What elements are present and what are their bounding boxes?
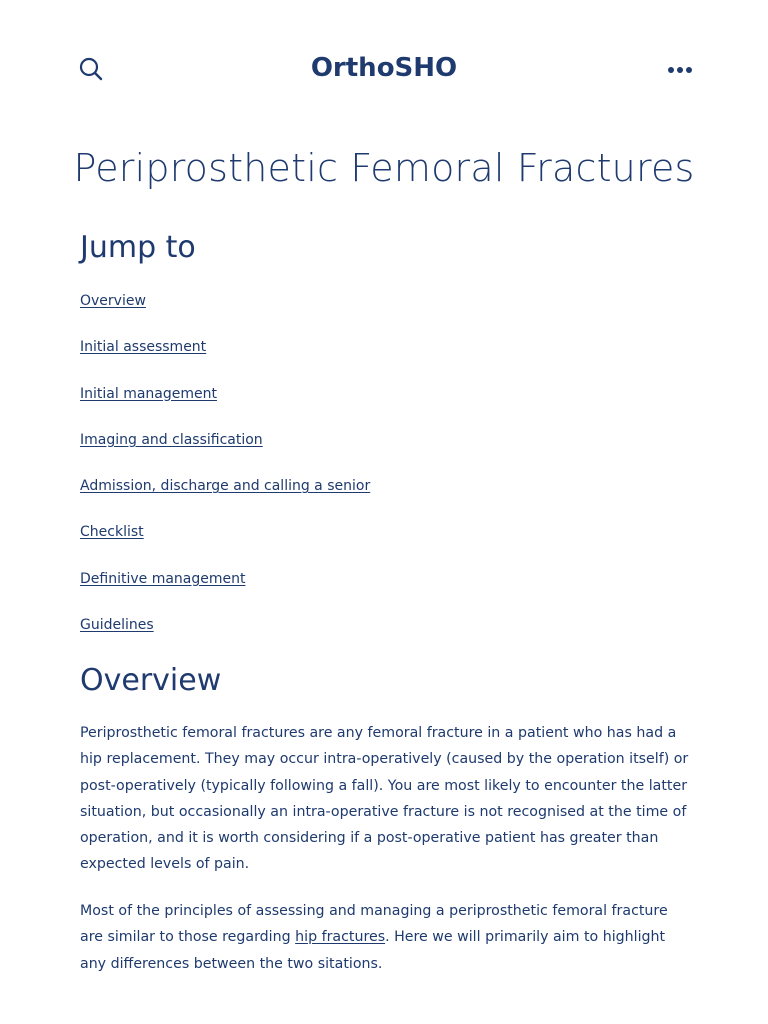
overview-paragraph-2	[80, 898, 692, 977]
toc-link-definitive-management[interactable]: Definitive management	[80, 570, 246, 587]
toc-link-admission-discharge[interactable]: Admission, discharge and calling a senior	[80, 478, 371, 495]
site-title-link[interactable]: OrthoSHO	[310, 53, 458, 83]
paragraph-text: Most of the principles of assessing and managing a periprosthetic femoral fracture are similar to those regarding	[80, 903, 668, 946]
more-horizontal-icon	[667, 63, 693, 77]
list-item	[80, 383, 370, 429]
toc-link-initial-management[interactable]: Initial management	[80, 385, 217, 402]
overview-paragraph-1: Periprosthetic femoral fractures are any femoral fracture in a patient who has had a hip replacement. They may occur intra-operatively (caused by the operation itself) or post-operatively (typically following a fall). You are most likely to encounter the latter situation, but occasionally an intra-operative fracture is not recognised at the time of operation, and it is worth considering if a post-operative patient has greater than expected levels of pain.	[80, 725, 689, 873]
site-header	[0, 0, 768, 136]
site-title	[0, 50, 768, 86]
overview-heading: Overview	[80, 663, 222, 698]
paragraph-text: . Here we will primarily aim to highlight any differences between the two sitations.	[80, 929, 666, 972]
toc-link-checklist[interactable]: Checklist	[80, 524, 144, 541]
list-item	[80, 429, 370, 475]
page-title: Periprosthetic Femoral Fractures	[73, 146, 695, 190]
list-item	[80, 290, 370, 336]
toc-link-imaging-classification[interactable]: Imaging and classification	[80, 431, 263, 448]
hip-fractures-link[interactable]: hip fractures	[295, 929, 386, 946]
menu-button[interactable]	[667, 62, 693, 76]
toc-link-initial-assessment[interactable]: Initial assessment	[80, 339, 207, 356]
jump-to-list	[80, 290, 370, 660]
list-item	[80, 521, 370, 567]
jump-to-heading: Jump to	[80, 230, 196, 265]
list-item	[80, 568, 370, 614]
list-item	[80, 614, 370, 660]
list-item	[80, 475, 370, 521]
toc-link-overview[interactable]: Overview	[80, 293, 146, 309]
toc-link-guidelines[interactable]: Guidelines	[80, 617, 154, 634]
list-item	[80, 336, 370, 382]
